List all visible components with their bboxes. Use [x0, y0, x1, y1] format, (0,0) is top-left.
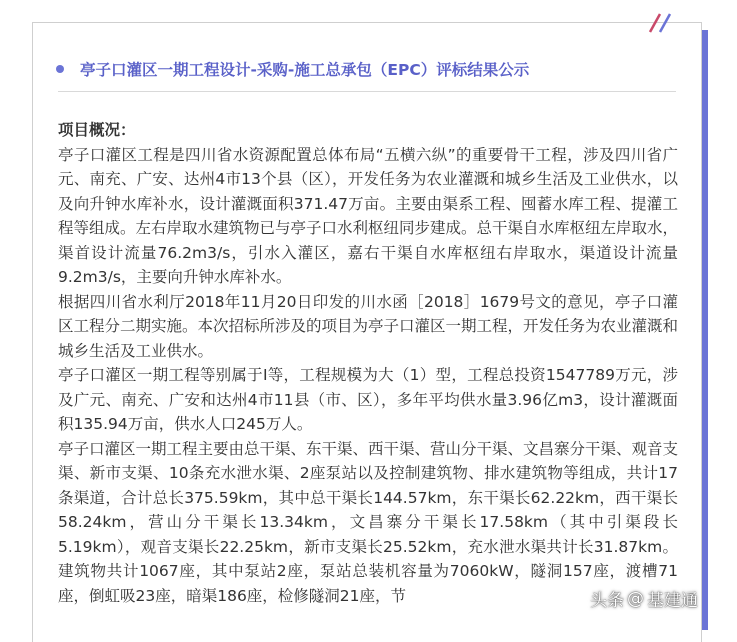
article-title: 亭子口灌区一期工程设计-采购-施工总承包（EPC）评标结果公示 — [80, 61, 530, 79]
article-body — [58, 118, 678, 608]
card-accent-edge — [702, 30, 708, 630]
watermark-source: 头条 — [590, 591, 624, 611]
title-divider — [58, 91, 676, 92]
article-title-row — [56, 58, 689, 80]
section-heading: 项目概况： — [58, 121, 136, 139]
body-paragraph: 根据四川省水利厅2018年11月20日印发的川水函［2018］1679号文的意见，亭子口灌区工程分二期实施。本次招标所涉及的项目为亭子口灌区一期工程，开发任务为农业灌溉和城乡生活及工业供水。 — [58, 292, 679, 360]
bullet-dot-icon — [56, 65, 64, 73]
body-paragraph: 亭子口灌区一期工程等别属于I等，工程规模为大（1）型，工程总投资1547789万元，涉及广元、南充、广安和达州4市11县（市、区），多年平均供水量3.96亿m3，设计灌溉面积135.94万亩，供水人口245万人。 — [58, 366, 678, 433]
watermark — [590, 586, 698, 611]
watermark-account: 基建通 — [647, 591, 698, 611]
body-paragraph: 亭子口灌区工程是四川省水资源配置总体布局“五横六纵”的重要骨干工程，涉及四川省广元、南充、广安、达州4市13个县（区），开发任务为农业灌溉和城乡生活及工业供水，以及向升钟水库补水，设计灌溉面积371.47万亩。主要由渠系工程、囤蓄水库工程、提灌工程等组成。左右岸取水建筑物已与亭子口水利枢纽同步建成。总干渠自水库枢纽左岸取水，渠首设计流量76.2m3/s，引水入灌区，嘉右干渠自水库枢纽右岸取水，渠道设计流量9.2m3/s，主要向升钟水库补水。 — [58, 145, 679, 286]
body-paragraph: 亭子口灌区一期工程主要由总干渠、东干渠、西干渠、营山分干渠、文昌寨分干渠、观音支渠、新市支渠、10条充水泄水渠、2座泵站以及控制建筑物、排水建筑物等组成，共计17条渠道，合计总长375.59km，其中总干渠长144.57km，东干渠长62.22km，西干渠长58.24km，营山分干渠长13.34km，文昌寨分干渠长17.58km（其中引渠段长5.19km），观音支渠长22.25km，新市支渠长25.52km，充水泄水渠共计长31.87km。建筑物共计1067座，其中泵站2座，泵站总装机容量为7060kW，隧洞157座，渡槽71座，倒虹吸23座，暗渠186座，检修隧洞21座，节 — [58, 439, 679, 605]
watermark-at: @ — [627, 588, 644, 609]
double-slash-icon — [648, 10, 678, 34]
